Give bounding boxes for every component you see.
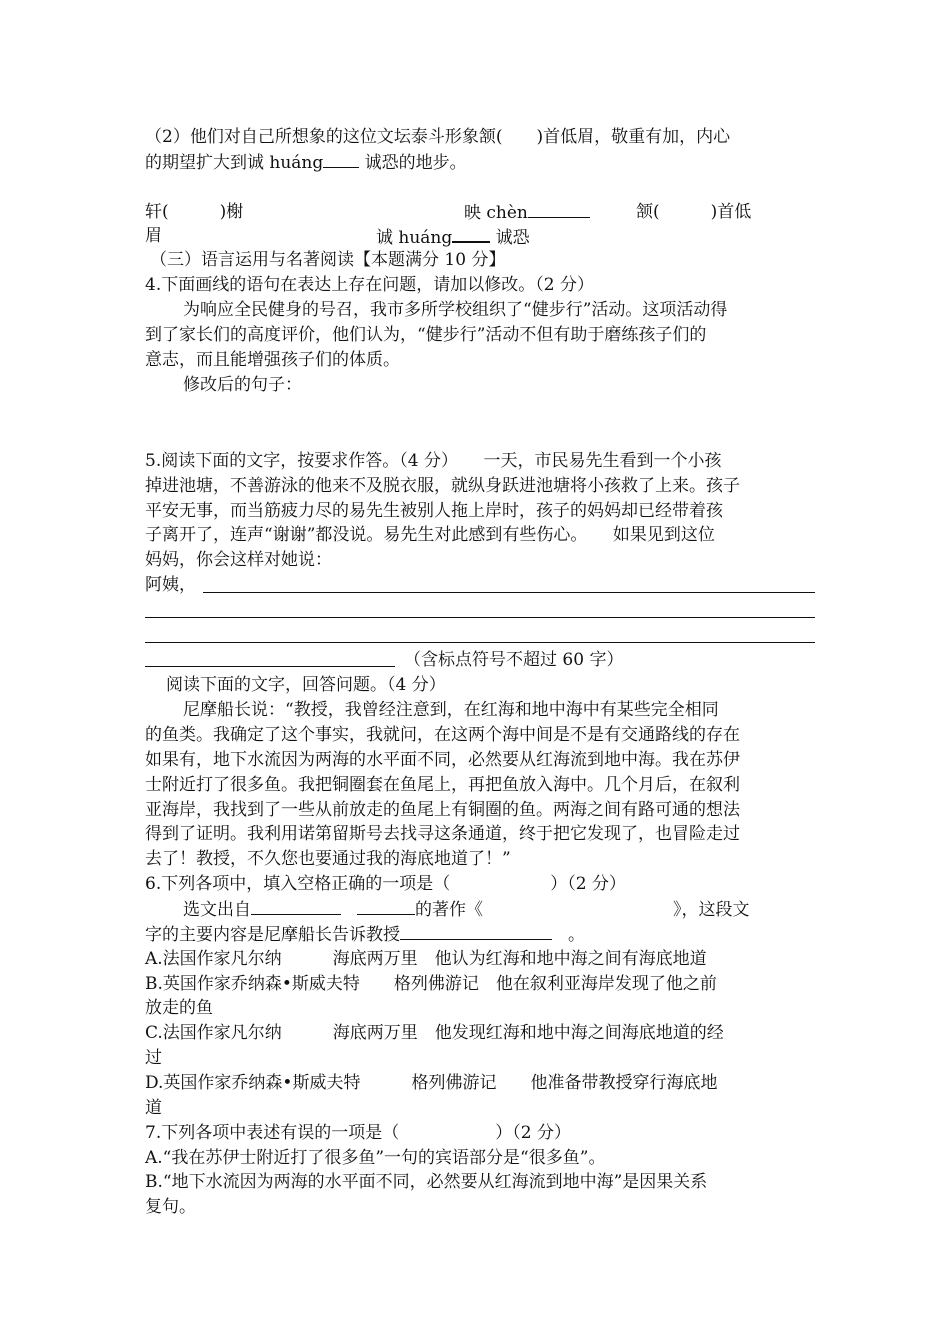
q4-passage-1: 为响应全民健身的号召，我市多所学校组织了“健步行”活动。这项活动得 <box>183 300 728 320</box>
q6-option-c-line-1[interactable]: C.法国作家凡尔纳 海底两万里 他发现红海和地中海之间海底地道的经 <box>145 1023 724 1043</box>
q6-stem-b: ）（2 分） <box>550 874 626 894</box>
q6-option-d-line-2[interactable]: 道 <box>145 1098 162 1118</box>
q7-option-b-line-1[interactable]: B.“地下水流因为两海的水平面不同，必然要从红海流到地中海”是因果关系 <box>145 1172 708 1192</box>
reading-p2: 的鱼类。我确定了这个事实，我就问，在这两个海中间是不是有交通路线的存在 <box>145 725 740 745</box>
q7-stem-a: 7.下列各项中表述有误的一项是（ <box>145 1123 400 1143</box>
reading-intro: 阅读下面的文字，回答问题。（4 分） <box>166 675 446 695</box>
q5-line-5: 妈妈，你会这样对她说： <box>145 550 332 570</box>
q5-answer-line-1[interactable] <box>203 592 815 593</box>
q6-option-b-line-1[interactable]: B.英国作家乔纳森•斯威夫特 格列佛游记 他在叙利亚海岸发现了他之前 <box>145 974 717 994</box>
q6-fill-2 <box>145 923 585 946</box>
pinyin-cheng <box>376 225 530 249</box>
pinyin-cheng-blank[interactable] <box>452 225 490 243</box>
q6-blank-author-2[interactable] <box>357 898 415 915</box>
q7-stem-b: ）（2 分） <box>495 1123 571 1143</box>
pinyin-mei: 眉 <box>145 226 162 246</box>
q5-answer-line-3[interactable] <box>145 642 815 643</box>
q4-passage-3: 意志，而且能增强孩子们的体质。 <box>145 350 400 370</box>
reading-p4: 士附近打了很多鱼。我把铜圈套在鱼尾上，再把鱼放入海中。几个月后，在叙利 <box>145 775 740 795</box>
q7-stem <box>145 1122 571 1144</box>
q2-line-2-b: 诚恐的地步。 <box>359 153 467 173</box>
q4-answer-label: 修改后的句子： <box>183 375 302 395</box>
pinyin-ying-label: 映 chèn <box>464 203 528 223</box>
q2-line-1: （2）他们对自己所想象的这位文坛泰斗形象颔( )首低眉，敬重有加，内心 <box>145 127 731 147</box>
q7-option-a[interactable]: A.“我在苏伊士附近打了很多鱼”一句的宾语部分是“很多鱼”。 <box>145 1148 606 1168</box>
q6-blank-content[interactable] <box>400 923 552 940</box>
q6-stem-a: 6.下列各项中，填入空格正确的一项是（ <box>145 874 451 894</box>
reading-p5: 亚海岸，我找到了一些从前放走的鱼尾上有铜圈的鱼。两海之间有路可通的想法 <box>145 800 740 820</box>
q6-option-c-line-2[interactable]: 过 <box>145 1048 162 1068</box>
q2-blank[interactable] <box>323 151 359 168</box>
q2-line-2 <box>145 151 467 174</box>
q5-line-3: 平安无事，而当筋疲力尽的易先生被别人拖上岸时，孩子的妈妈却已经带着孩 <box>145 501 723 521</box>
q6-fill2-a: 字的主要内容是尼摩船长告诉教授 <box>145 925 400 945</box>
q6-option-a[interactable]: A.法国作家凡尔纳 海底两万里 他认为红海和地中海之间有海底地道 <box>145 949 707 969</box>
q6-blank-author[interactable] <box>251 898 341 915</box>
q6-fill-c: 》，这段文 <box>673 900 750 920</box>
q6-option-d-line-1[interactable]: D.英国作家乔纳森•斯威夫特 格列佛游记 他准备带教授穿行海底地 <box>145 1073 718 1093</box>
pinyin-cheng-a: 诚 huáng <box>376 228 453 248</box>
pinyin-ying <box>464 201 590 224</box>
q6-fill2-b: 。 <box>568 925 585 945</box>
q4-passage-2: 到了家长们的高度评价，他们认为，“健步行”活动不但有助于磨练孩子们的 <box>145 325 707 345</box>
reading-p7: 去了！教授，不久您也要通过我的海底地道了！” <box>145 849 511 869</box>
reading-p6: 得到了证明。我利用诺第留斯号去找寻这条通道，终于把它发现了，也冒险走过 <box>145 824 740 844</box>
pinyin-ying-blank[interactable] <box>528 201 590 218</box>
q6-fill-a: 选文出自 <box>183 900 251 920</box>
q6-stem <box>145 873 626 895</box>
q5-line-4: 子离开了，连声“谢谢”都没说。易先生对此感到有些伤心。 如果见到这位 <box>145 525 715 545</box>
q5-line-2: 掉进池塘，不善游泳的他来不及脱衣服，就纵身跃进池塘将小孩救了上来。孩子 <box>145 476 740 496</box>
q6-fill-b: 的著作《 <box>415 900 483 920</box>
q7-option-b-line-2[interactable]: 复句。 <box>145 1197 196 1217</box>
section3-title: （三）语言运用与名著阅读【本题满分 10 分】 <box>150 250 506 270</box>
q6-fill-1 <box>183 898 750 921</box>
q5-limit: （含标点符号不超过 60 字） <box>404 650 624 670</box>
q5-answer-line-4[interactable] <box>145 666 395 667</box>
q6-option-b-line-2[interactable]: 放走的鱼 <box>145 998 213 1018</box>
pinyin-cheng-b: 诚恐 <box>490 228 530 248</box>
q5-answer-line-2[interactable] <box>145 617 815 618</box>
pinyin-han: 颔( )首低 <box>636 202 752 222</box>
reading-p1: 尼摩船长说：“教授，我曾经注意到，在红海和地中海中有某些完全相同 <box>183 700 719 720</box>
q5-line-1: 5.阅读下面的文字，按要求作答。（4 分） 一天，市民易先生看到一个小孩 <box>145 451 722 471</box>
pinyin-xuan: 轩( )榭 <box>145 202 244 222</box>
q5-prompt: 阿姨， <box>145 575 196 595</box>
q2-line-2-a: 的期望扩大到诚 huáng <box>145 153 324 173</box>
reading-p3: 如果有，地下水流因为两海的水平面不同，必然要从红海流到地中海。我在苏伊 <box>145 750 740 770</box>
q4-stem: 4.下面画线的语句在表达上存在问题，请加以修改。（2 分） <box>145 275 594 295</box>
